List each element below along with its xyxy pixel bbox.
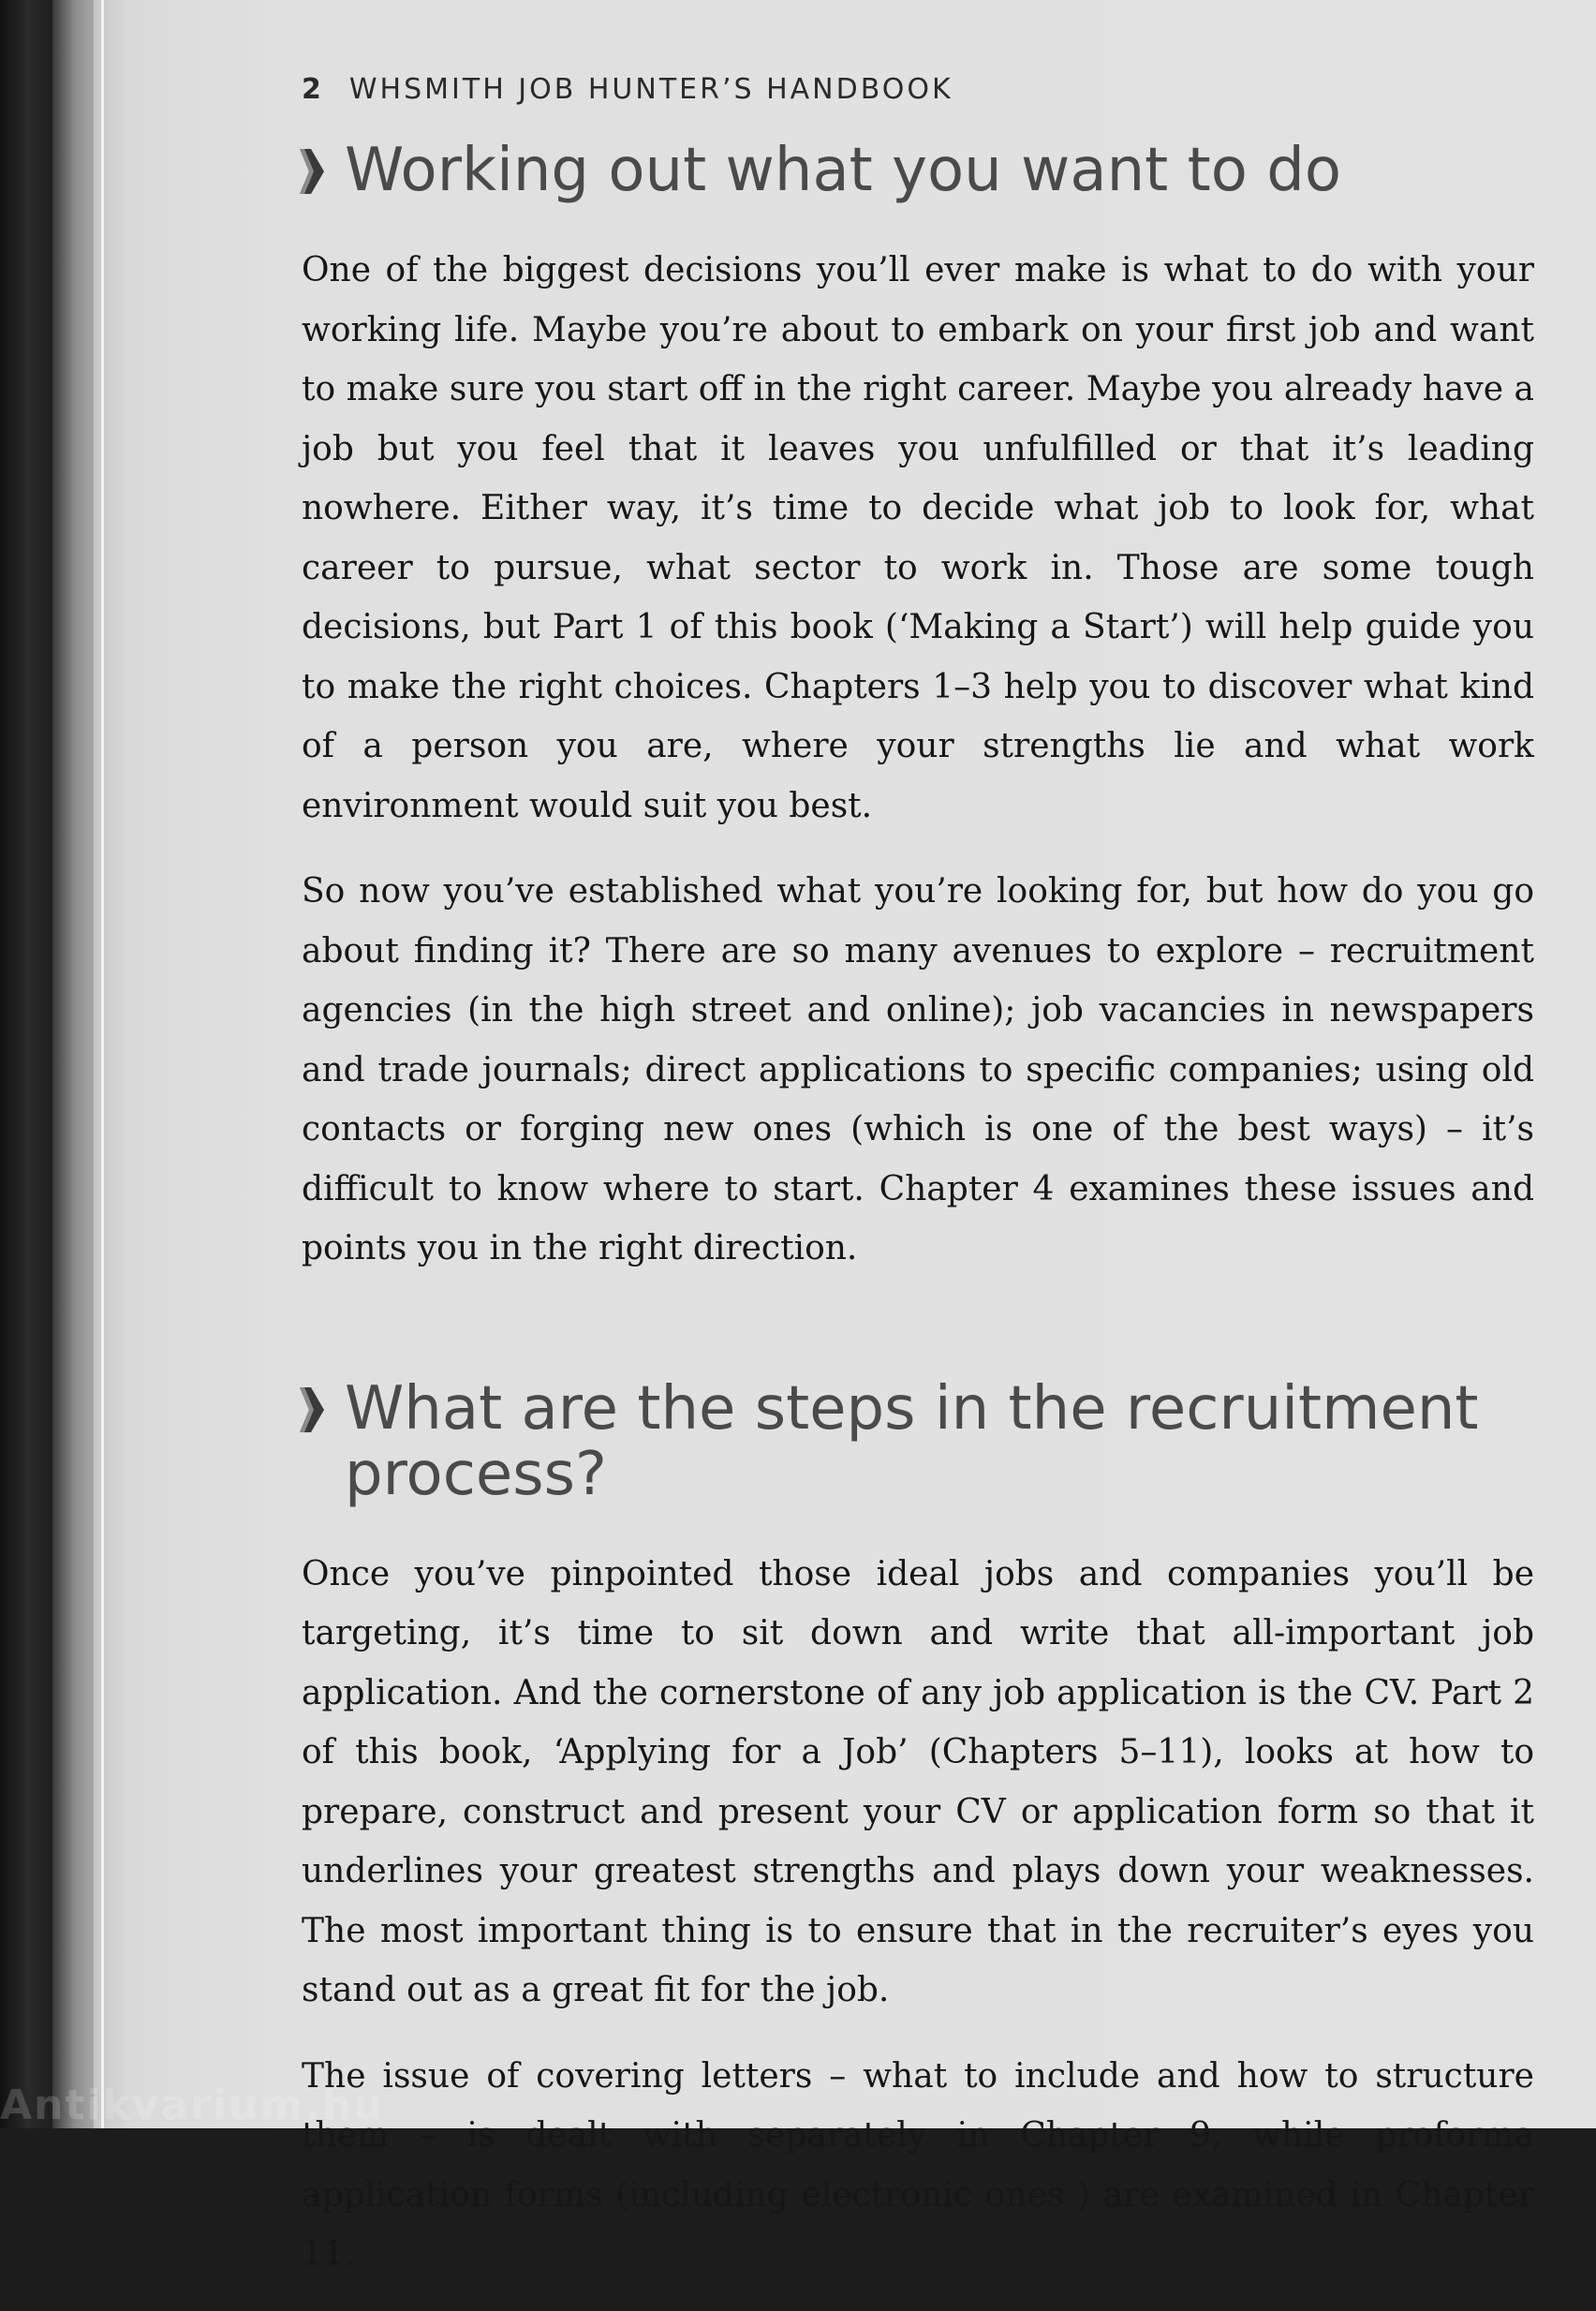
paragraph: So now you’ve established what you’re looking for, but how do you go about finding it? There are so many avenues to explore – recruitment agencies (in the high street and online); job vacancies in newspapers and trade journals; direct applications to specific companies; using old contacts or forging new ones (which is one of the best ways) – it’s difficult to know where to start. Chapter 4 examines these issues and points you in the right direction. [302,872,1534,1267]
running-header [302,73,1534,106]
paragraph: The issue of covering letters – what to include and how to structure them – is dealt with separately in Chapter 9, while proforma application forms (including electronic ones ) are examined in Chapter 11. [302,2056,1534,2274]
arrow-bullet-icon [298,1385,326,1434]
paragraph: One of the biggest decisions you’ll ever make is what to do with your working life. Maybe you’re about to embark on your first job and want to make sure you start off in the right career. Maybe you already have a job but you feel that it leaves you unfulfilled or that it’s leading nowhere. Either way, it’s time to decide what job to look for, what career to pursue, what sector to work in. Those are some tough decisions, but Part 1 of this book (‘Making a Start’) will help guide you to make the right choices. Chapters 1–3 help you to discover what kind of a person you are, where your strengths lie and what work environment would suit you best. [302,251,1534,825]
page-number: 2 [302,73,321,106]
arrow-bullet-icon [298,147,326,196]
page-content [302,73,1534,2311]
section-heading-working-out [298,138,1534,203]
heading-text: Working out what you want to do [345,136,1341,205]
heading-text: What are the steps in the recruitment process? [345,1373,1479,1509]
book-title: WHSMITH JOB HUNTER’S HANDBOOK [348,73,953,106]
section-heading-recruitment-steps [298,1373,1534,1509]
paragraph: Once you’ve pinpointed those ideal jobs and companies you’ll be targeting, it’s time to sit down and write that all-important job application. And the cornerstone of any job application is the CV. Part 2 of this book, ‘Applying for a Job’ (Chapters 5–11), looks at how to prepare, construct and present your CV or application form so that it underlines your greatest strengths and plays down your weaknesses. The most important thing is to ensure that in the recruiter’s eyes you stand out as a great fit for the job. [302,1554,1534,2009]
watermark: Antikvarium.hu [0,2081,385,2129]
page-edge [101,0,104,2128]
